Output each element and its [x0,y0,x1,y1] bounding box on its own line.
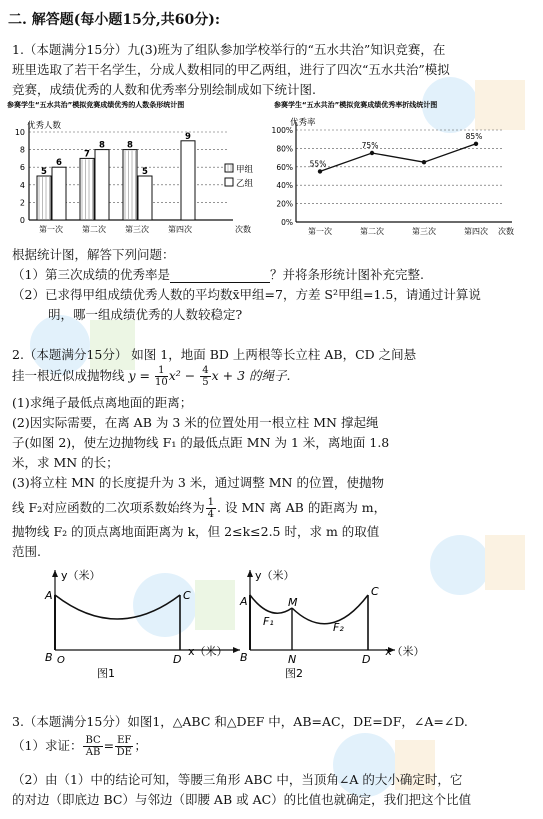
bar-ylabel: 优秀人数 [27,121,62,131]
q2-line5: 子(如图 2)，使左边抛物线 F₁ 的最低点距 MN 为 1 米，离地面 1.8 [12,435,390,450]
q1-sub2b: 明，哪一组成绩优秀的人数较稳定? [48,307,243,322]
q1-sub2-mean: x̄甲组=7，方差 S²甲组=1.5，请通过计算说 [232,287,481,302]
bar-value-label: 8 [127,140,133,151]
bar-value-label: 6 [56,158,62,169]
bar-value-label: 7 [84,149,90,160]
answer-blank[interactable] [170,270,270,283]
line-x-tick: 第二次 [360,227,384,236]
point-m: M [288,596,298,609]
bar-xlabel: 次数 [235,225,251,234]
origin-o: O [57,655,65,666]
q3-line3: （2）由（1）中的结论可知，等腰三角形 ABC 中，当顶角∠A 的大小确定时，它 [12,772,463,787]
point-a: A [240,595,248,608]
q2-line9: 抛物线 F₂ 的顶点离地面距离为 k，但 2≤k≤2.5 时，求 m 的取值 [12,524,380,539]
q2-line8-tail: . 设 MN 离 AB 的距离为 m， [217,500,387,515]
line-point [370,151,374,155]
figure-1 [35,565,245,683]
point-b: B [45,651,53,664]
bar-value-label: 9 [185,131,191,142]
bar-chart-title: 参赛学生“五水共治”模拟竞赛成绩优秀的人数条形统计图 [7,101,185,109]
fig1-y-label: y（米） [61,569,101,582]
fig2-y-label: y（米） [255,569,295,582]
watermark [420,520,530,610]
line-point [318,169,322,173]
line-y-tick: 80% [276,144,293,154]
fig2-x-label: x（米） [385,645,425,658]
legend-jia: 甲组 [236,165,254,175]
line-y-tick: 20% [276,199,293,209]
figure-2 [233,565,433,683]
q2-formula-tail: x + 3 的绳子. [211,368,291,383]
curve-f2 [292,595,368,624]
legend-yi: 乙组 [236,179,254,189]
q3-line1: 3.（本题满分15分）如图1，△ABC 和△DEF 中，AB=AC，DE=DF，∠A=∠D. [12,714,468,729]
bar-y-tick: 2 [19,198,25,208]
bar-y-tick: 4 [19,180,25,190]
fig1-caption: 图1 [97,667,115,680]
bar-x-tick: 第四次 [168,225,192,234]
fraction-1-4 [206,497,216,520]
frac-den: 4 [207,509,215,520]
frac-den: 5 [202,377,209,388]
line-chart [272,98,538,246]
line-y-tick: 0% [281,218,293,227]
q1-line3: 竞赛，成绩优秀的人数和优秀率分别绘制成如下统计图. [12,82,316,97]
line-data-label: 85% [465,131,483,141]
point-c: C [371,585,379,598]
frac-den: 10 [155,377,168,388]
q2-line8-text: 线 F₂对应函数的二次项系数始终为 [12,500,205,515]
bar-x-tick: 第三次 [125,225,149,234]
bar-chart [5,98,275,246]
frac-num: 1 [155,365,168,377]
equals-sign: = [103,738,115,753]
fraction-bc-ab [83,735,102,758]
bar-yi [138,176,152,220]
line-ylabel: 优秀率 [290,118,316,128]
line-series [320,144,476,172]
q1-line2: 班里选取了若干名学生，分成人数相同的甲乙两组，进行了四次“五水共治”模拟 [12,62,450,77]
point-b: B [240,651,248,664]
q2-line8 [12,497,386,520]
legend-swatch-yi [225,178,233,186]
line-x-tick: 第一次 [308,227,332,236]
fraction-1-10 [155,365,168,388]
point-a: A [45,589,53,602]
line-chart-title: 参赛学生“五水共治”模拟竞赛成绩优秀率折线统计图 [274,101,438,109]
q2-line3: (1)求绳子最低点离地面的距离； [12,395,193,410]
bar-yi [52,167,66,220]
frac-den: AB [85,747,101,758]
bar-x-tick: 第二次 [82,225,106,234]
line-point [474,142,478,146]
line-x-tick: 第四次 [464,227,488,236]
line-x-tick: 第三次 [412,227,436,236]
bar-value-label: 8 [99,140,105,151]
q2-line2 [12,365,290,388]
line-data-label: 55% [309,159,327,169]
point-c: C [183,589,191,602]
line-y-tick: 100% [272,126,293,135]
q1-sub1 [12,265,424,283]
section-title: 二. 解答题(每小题15分,共60分): [8,12,221,28]
q1-line1: 1.（本题满分15分）九(3)班为了组队参加学校举行的“五水共治”知识竞赛，在 [12,42,446,57]
bar-y-tick: 10 [14,128,25,137]
frac-num: 4 [202,365,209,376]
legend-swatch-jia [225,164,233,172]
q3-line2 [12,735,147,758]
q1-sub1-text: （1）第三次成绩的优秀率是 [12,267,170,282]
q2-line2-text: 挂一根近似成抛物线 [12,368,125,383]
frac-num: EF [117,735,132,746]
q2-formula-y: y = [128,368,151,383]
q1-after-charts: 根据统计图，解答下列问题： [12,247,175,262]
bar-value-label: 5 [41,167,47,177]
label-f2: F₂ [333,621,344,634]
bar-y-tick: 8 [19,145,25,155]
bar-value-label: 5 [142,167,148,177]
point-d: D [362,653,371,666]
bar-y-tick: 6 [19,163,25,173]
frac-den: DE [116,747,132,758]
line-data-label: 75% [361,141,379,150]
frac-num: 1 [207,497,215,508]
q2-line7: (3)将立柱 MN 的长度提升为 3 米，通过调整 MN 的位置，使抛物 [12,475,384,490]
curve-f1 [250,595,292,613]
fraction-ef-de [115,735,133,758]
q1-sub1-tail: ？并将条形统计图补充完整. [269,267,424,282]
fig1-x-label: x（米） [188,645,228,658]
fraction-4-5 [200,365,210,388]
line-y-tick: 60% [276,162,293,172]
label-f1: F₁ [263,615,274,628]
point-n: N [288,653,297,666]
q3-line2-tail: ； [134,738,147,753]
q2-line10: 范围. [12,544,41,559]
line-point [422,160,426,164]
frac-num: BC [85,735,101,746]
q2-line1: 2.（本题满分15分） 如图 1，地面 BD 上两根等长立柱 AB，CD 之间悬 [12,347,417,362]
bar-yi [95,150,109,220]
line-y-tick: 40% [276,181,293,191]
rope-curve [55,595,180,619]
q1-sub2 [12,285,481,303]
line-xlabel: 次数 [498,227,514,236]
bar-x-tick: 第一次 [39,225,63,234]
point-d: D [173,653,182,666]
bar-y-tick: 0 [19,216,25,225]
q3-line2-text: （1）求证： [12,738,83,753]
q1-sub2-text: （2）已求得甲组成绩优秀人数的平均数 [12,287,233,302]
bar-yi [181,141,195,220]
q3-line4: 的对边（即底边 BC）与邻边（即腰 AB 或 AC）的比值也就确定，我们把这个比值 [12,792,472,807]
q2-line4: (2)因实际需要，在离 AB 为 3 米的位置处用一根立柱 MN 撑起绳 [12,415,379,430]
fig2-caption: 图2 [285,667,303,680]
q2-line6: 米，求 MN 的长； [12,455,119,470]
q2-formula-mid: x² − [168,368,196,383]
